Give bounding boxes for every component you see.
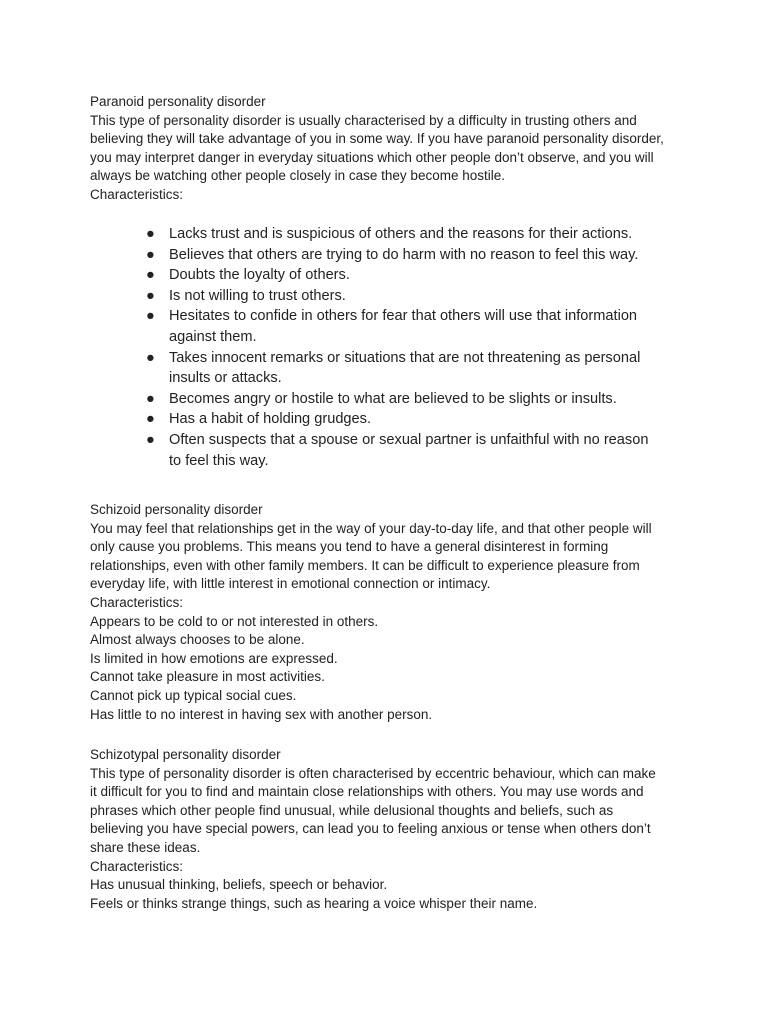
bullet-icon: ● — [146, 431, 155, 448]
bullet-item — [90, 430, 690, 471]
bullet-item — [90, 245, 690, 266]
bullet-item — [90, 306, 690, 347]
characteristic-item: Is limited in how emotions are expressed. — [90, 650, 338, 666]
characteristics-label: Characteristics: — [90, 858, 184, 874]
bullet-text: Is not willing to trust others. — [169, 287, 346, 304]
bullet-icon: ● — [146, 390, 155, 407]
paragraph-line: phrases which other people find unusual, while delusional thoughts and beliefs, such as — [90, 802, 614, 818]
characteristics-list — [90, 613, 690, 725]
bullet-item — [90, 389, 690, 410]
bullet-text: against them. — [169, 328, 257, 345]
paragraph-line: share these ideas. — [90, 839, 201, 855]
bullet-text: Becomes angry or hostile to what are believed to be slights or insults. — [169, 390, 617, 407]
characteristics-label: Characteristics: — [90, 186, 184, 202]
bullet-text: Believes that others are trying to do harm with no reason to feel this way. — [169, 246, 639, 263]
paragraph-line: it difficult for you to find and maintain close relationships with others. You may use words and — [90, 784, 644, 800]
bullet-item — [90, 265, 690, 286]
paragraph-line: You may feel that relationships get in the way of your day-to-day life, and that other people will — [90, 520, 652, 536]
bullet-icon: ● — [146, 287, 155, 304]
bullet-list — [90, 224, 690, 471]
paragraph-line: everyday life, with little interest in emotional connection or intimacy. — [90, 576, 491, 592]
bullet-text: Hesitates to confide in others for fear that others will use that information — [169, 308, 638, 325]
section-heading: Paranoid personality disorder — [90, 94, 266, 109]
bullet-text: Lacks trust and is suspicious of others and the reasons for their actions. — [169, 226, 633, 242]
characteristic-item: Almost always chooses to be alone. — [90, 632, 305, 648]
characteristic-item: Cannot pick up typical social cues. — [90, 687, 297, 703]
section-heading: Schizoid personality disorder — [90, 502, 263, 517]
section-paranoid — [90, 93, 690, 205]
paragraph-line: relationships, even with other family members. It can be difficult to experience pleasure from — [90, 557, 640, 573]
bullet-item — [90, 348, 690, 389]
bullet-text: Doubts the loyalty of others. — [169, 267, 350, 284]
bullet-icon: ● — [146, 411, 155, 428]
bullet-icon: ● — [146, 267, 155, 284]
bullet-text: Takes innocent remarks or situations that are not threatening as personal — [169, 349, 641, 366]
paragraph-line: This type of personality disorder is usually characterised by a difficulty in trusting others and — [90, 112, 637, 128]
characteristics-list — [90, 876, 690, 913]
paragraph-line: always be watching other people closely in case they become hostile. — [90, 168, 505, 184]
characteristic-item: Appears to be cold to or not interested in others. — [90, 613, 379, 629]
paragraph-line: you may interpret danger in everyday situations which other people don’t observe, and you will — [90, 149, 654, 165]
bullet-text: Often suspects that a spouse or sexual partner is unfaithful with no reason — [169, 431, 649, 448]
paragraph-line: This type of personality disorder is often characterised by eccentric behaviour, which can make — [90, 765, 656, 781]
bullet-text: Has a habit of holding grudges. — [169, 411, 372, 428]
section-schizoid — [90, 501, 690, 724]
bullet-icon: ● — [146, 349, 155, 366]
section-paragraph — [90, 765, 690, 858]
characteristics-label: Characteristics: — [90, 594, 184, 610]
bullet-item — [90, 286, 690, 307]
section-paragraph — [90, 520, 690, 594]
bullet-icon: ● — [146, 246, 155, 263]
characteristic-item: Feels or thinks strange things, such as hearing a voice whisper their name. — [90, 895, 538, 911]
characteristic-item: Has little to no interest in having sex with another person. — [90, 706, 433, 722]
bullet-text: insults or attacks. — [169, 370, 282, 387]
section-schizotypal — [90, 746, 690, 913]
bullet-item — [90, 224, 690, 245]
section-paragraph — [90, 112, 690, 186]
paragraph-line: only cause you problems. This means you tend to have a general disinterest in forming — [90, 539, 609, 555]
characteristic-item: Cannot take pleasure in most activities. — [90, 669, 325, 685]
bullet-icon: ● — [146, 308, 155, 325]
bullet-text: to feel this way. — [169, 452, 269, 469]
paragraph-line: believing they will take advantage of you in some way. If you have paranoid personality disorder, — [90, 131, 664, 147]
bullet-item — [90, 409, 690, 430]
section-heading: Schizotypal personality disorder — [90, 747, 281, 762]
characteristic-item: Has unusual thinking, beliefs, speech or behavior. — [90, 877, 388, 893]
paragraph-line: believing you have special powers, can lead you to feeling anxious or tense when others don’t — [90, 821, 651, 837]
bullet-icon: ● — [146, 226, 155, 242]
